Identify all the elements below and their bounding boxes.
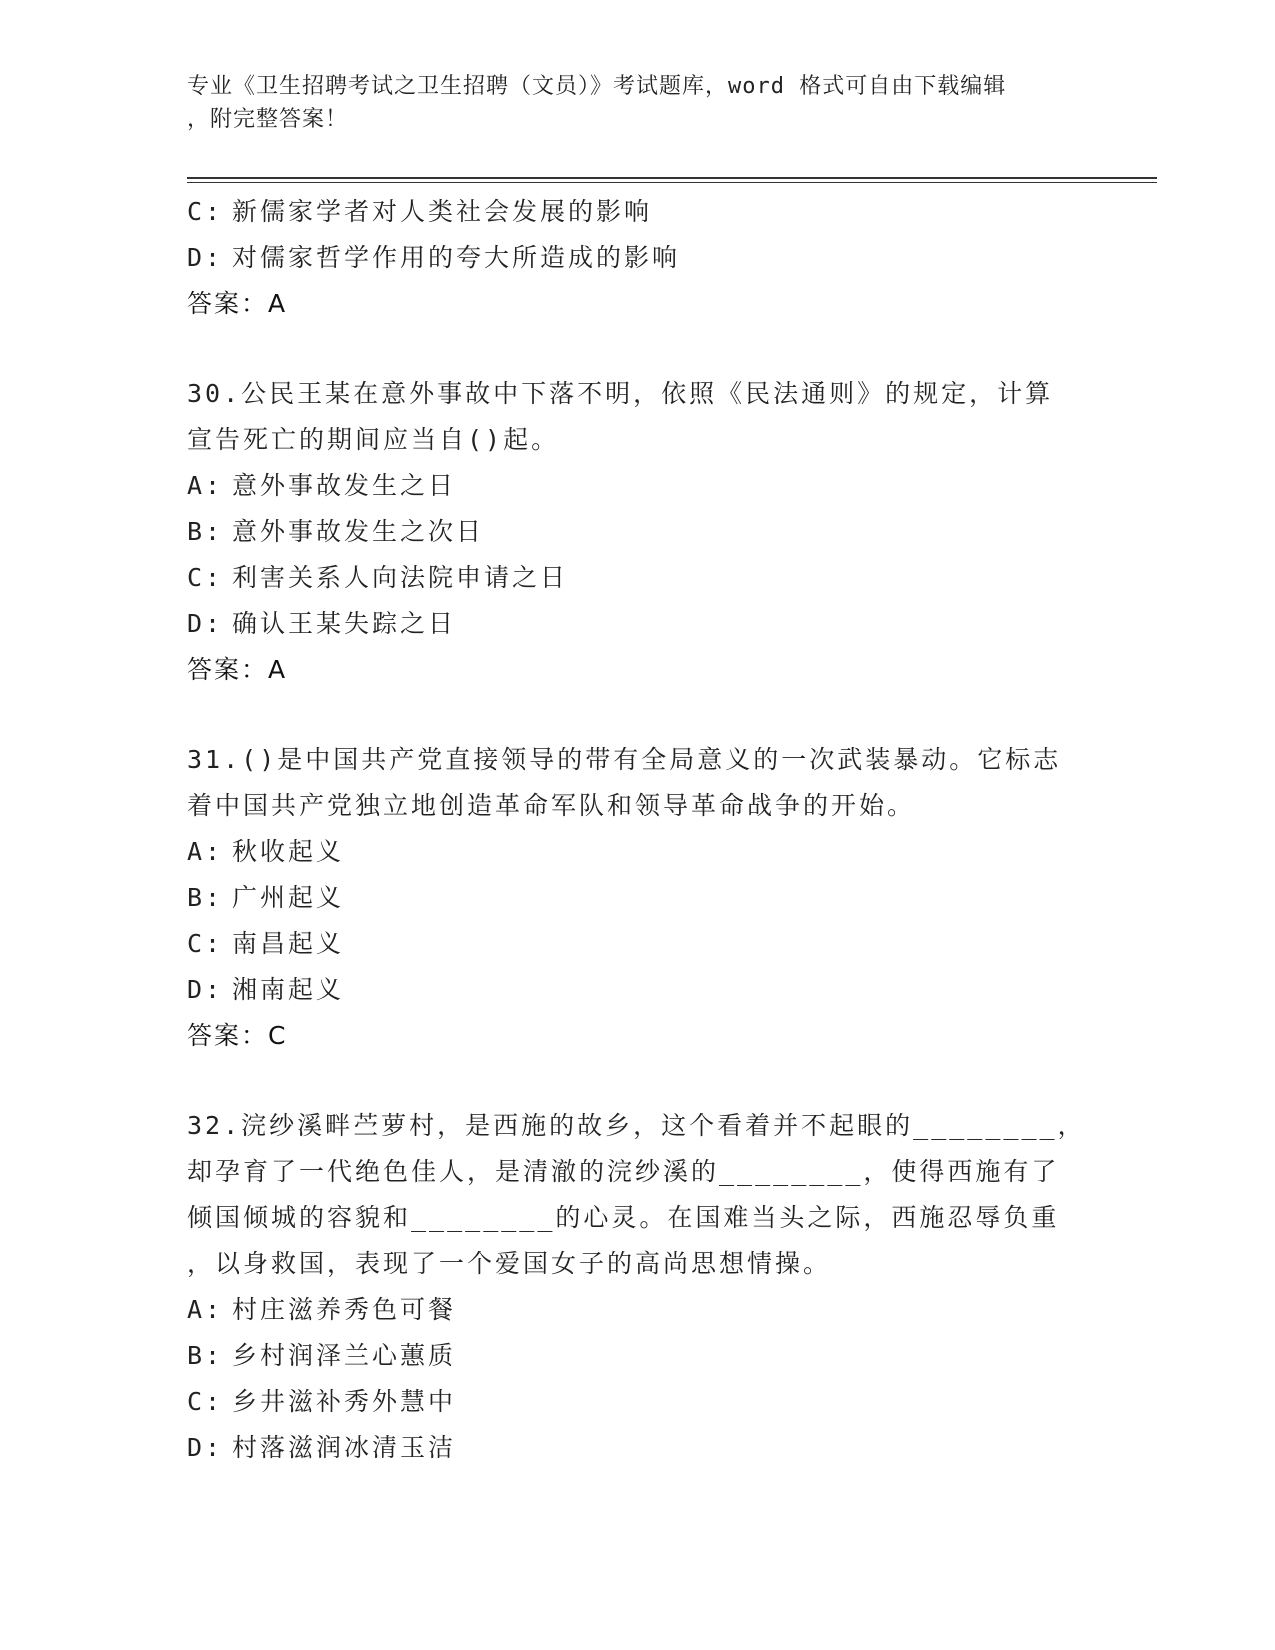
option-text: 新儒家学者对人类社会发展的影响 — [232, 197, 653, 226]
option-letter: C: — [187, 197, 224, 226]
option-letter: C: — [187, 563, 224, 592]
option-letter: A: — [187, 471, 224, 500]
question-content — [187, 189, 1087, 1471]
option-c — [187, 921, 1087, 967]
question-text-line: 倾国倾城的容貌和________的心灵。在国难当头之际，西施忍辱负重 — [187, 1203, 1060, 1232]
option-text: 确认王某失踪之日 — [232, 609, 457, 638]
option-text: 对儒家哲学作用的夸大所造成的影响 — [232, 243, 681, 272]
option-text: 乡井滋补秀外慧中 — [232, 1387, 457, 1416]
option-a — [187, 1287, 1087, 1333]
option-b — [187, 875, 1087, 921]
option-d — [187, 1425, 1087, 1471]
option-letter: D: — [187, 243, 224, 272]
option-text: 意外事故发生之日 — [232, 471, 457, 500]
option-text: 乡村润泽兰心蕙质 — [232, 1341, 457, 1370]
option-text: 意外事故发生之次日 — [232, 517, 485, 546]
question-text-line: 宣告死亡的期间应当自()起。 — [187, 425, 560, 454]
answer-line: 答案：A — [187, 655, 288, 684]
question-30 — [187, 371, 1087, 693]
option-letter: A: — [187, 837, 224, 866]
option-a — [187, 829, 1087, 875]
option-d — [187, 601, 1087, 647]
option-letter: D: — [187, 1433, 224, 1462]
option-d — [187, 967, 1087, 1013]
option-text: 利害关系人向法院申请之日 — [232, 563, 569, 592]
option-letter: C: — [187, 929, 224, 958]
answer-line: 答案：C — [187, 1021, 288, 1050]
option-b — [187, 1333, 1087, 1379]
option-letter: B: — [187, 883, 224, 912]
question-text-line: 30.公民王某在意外事故中下落不明，依照《民法通则》的规定，计算 — [187, 379, 1054, 408]
option-letter: B: — [187, 517, 224, 546]
option-letter: C: — [187, 1387, 224, 1416]
prev-question-block — [187, 189, 1087, 327]
question-text-line: 却孕育了一代绝色佳人，是清澈的浣纱溪的________，使得西施有了 — [187, 1157, 1060, 1186]
option-letter: B: — [187, 1341, 224, 1370]
question-32 — [187, 1103, 1087, 1471]
option-text: 广州起义 — [232, 883, 345, 912]
header-divider — [187, 177, 1157, 183]
option-c — [187, 555, 1087, 601]
question-text-line: 着中国共产党独立地创造革命军队和领导革命战争的开始。 — [187, 791, 916, 820]
question-text-line: 31.()是中国共产党直接领导的带有全局意义的一次武装暴动。它标志 — [187, 745, 1062, 774]
option-text: 秋收起义 — [232, 837, 345, 866]
option-letter: A: — [187, 1295, 224, 1324]
header-line-2: ，附完整答案！ — [187, 107, 349, 132]
answer-line: 答案：A — [187, 289, 288, 318]
option-text: 湘南起义 — [232, 975, 345, 1004]
option-b — [187, 509, 1087, 555]
header-line-1: 专业《卫生招聘考试之卫生招聘（文员）》考试题库，word 格式可自由下载编辑 — [187, 74, 1007, 99]
option-text: 村庄滋养秀色可餐 — [232, 1295, 457, 1324]
option-c — [187, 1379, 1087, 1425]
option-text: 南昌起义 — [232, 929, 345, 958]
question-text-line: 32.浣纱溪畔苎萝村，是西施的故乡，这个看着并不起眼的________， — [187, 1111, 1086, 1140]
option-text: 村落滋润冰清玉洁 — [232, 1433, 457, 1462]
question-text-line: ，以身救国，表现了一个爱国女子的高尚思想情操。 — [187, 1249, 832, 1278]
option-a — [187, 463, 1087, 509]
option-letter: D: — [187, 609, 224, 638]
question-31 — [187, 737, 1087, 1059]
document-header — [187, 70, 1067, 136]
option-d — [187, 235, 1087, 281]
option-letter: D: — [187, 975, 224, 1004]
option-c — [187, 189, 1087, 235]
